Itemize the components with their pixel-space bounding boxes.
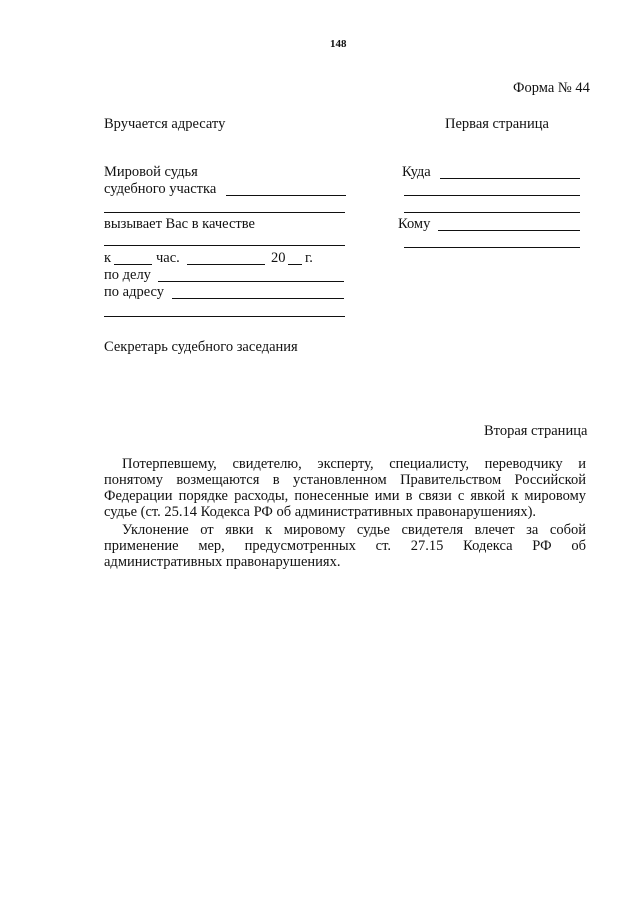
summons-text: вызывает Вас в качестве: [104, 216, 255, 232]
time-hour: час.: [156, 250, 180, 266]
address-line-2: [104, 316, 345, 317]
evasion-paragraph: Уклонение от явки к мировому судье свидетеля влечет за собой применение мер, предусмотренных ст. 27.15 Кодекса РФ об административных правонарушениях.: [104, 522, 586, 570]
case-label: по делу: [104, 267, 151, 283]
first-page-header: Первая страница: [445, 116, 549, 132]
expenses-paragraph: Потерпевшему, свидетелю, эксперту, специалисту, переводчику и понятому возмещаются в установленном Правительством Российской Федерации порядке расходы, понесенные ими в связи с явкой к мировому судье (ст. 25.14 Кодекса РФ об административных правонарушениях).: [104, 456, 586, 520]
to-where-line-3: [404, 212, 580, 213]
time-k: к: [104, 250, 112, 266]
page-number: 148: [330, 38, 347, 50]
to-where-label: Куда: [402, 164, 431, 180]
time-minute-line: [114, 264, 152, 265]
address-line: [172, 298, 344, 299]
address-label: по адресу: [104, 284, 164, 300]
to-where-line: [440, 178, 580, 179]
judge-title: Мировой судья: [104, 164, 198, 180]
to-whom-line: [438, 230, 580, 231]
blank-line-1: [104, 212, 345, 213]
case-line: [158, 281, 344, 282]
year-suffix-line: [288, 264, 302, 265]
deliver-to-addressee: Вручается адресату: [104, 116, 226, 132]
to-where-line-2: [404, 195, 580, 196]
district-number-line: [226, 195, 346, 196]
year-g: г.: [305, 250, 313, 266]
judicial-district-label: судебного участка: [104, 181, 217, 197]
role-line: [104, 245, 345, 246]
form-label: Форма № 44: [513, 80, 590, 96]
to-whom-line-2: [404, 247, 580, 248]
secretary-label: Секретарь судебного заседания: [104, 339, 298, 355]
to-whom-label: Кому: [398, 216, 431, 232]
date-line: [187, 264, 265, 265]
second-page-header: Вторая страница: [484, 423, 588, 439]
year-prefix: 20: [271, 250, 286, 266]
